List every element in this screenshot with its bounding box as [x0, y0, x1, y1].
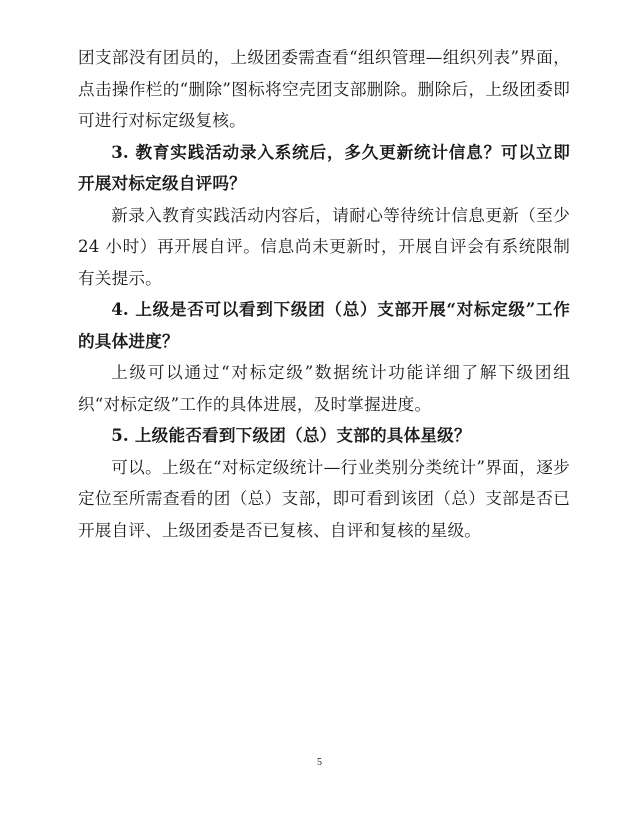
document-body: [78, 42, 570, 546]
page-number: 5: [317, 757, 322, 768]
question-5: 5. 上级能否看到下级团（总）支部的具体星级？: [111, 425, 471, 445]
paragraph-answer-continued: 团支部没有团员的，上级团委需查看“组织管理—组织列表”界面，点击操作栏的“删除”图标将空壳团支部删除。删除后，上级团委即可进行对标定级复核。: [78, 48, 570, 130]
answer-3: 新录入教育实践活动内容后，请耐心等待统计信息更新（至少 24 小时）再开展自评。信息尚未更新时，开展自评会有系统限制有关提示。: [78, 205, 570, 288]
question-3: 3. 教育实践活动录入系统后，多久更新统计信息？可以立即开展对标定级自评吗？: [78, 141, 570, 193]
answer-5: 可以。上级在“对标定级统计—行业类别分类统计”界面，逐步定位至所需查看的团（总）支部，即可看到该团（总）支部是否已开展自评、上级团委是否已复核、自评和复核的星级。: [78, 457, 570, 540]
question-4: 4. 上级是否可以看到下级团（总）支部开展“对标定级”工作的具体进度？: [78, 299, 570, 351]
answer-4: 上级可以通过“对标定级”数据统计功能详细了解下级团组织“对标定级”工作的具体进展，及时掌握进度。: [78, 363, 570, 414]
